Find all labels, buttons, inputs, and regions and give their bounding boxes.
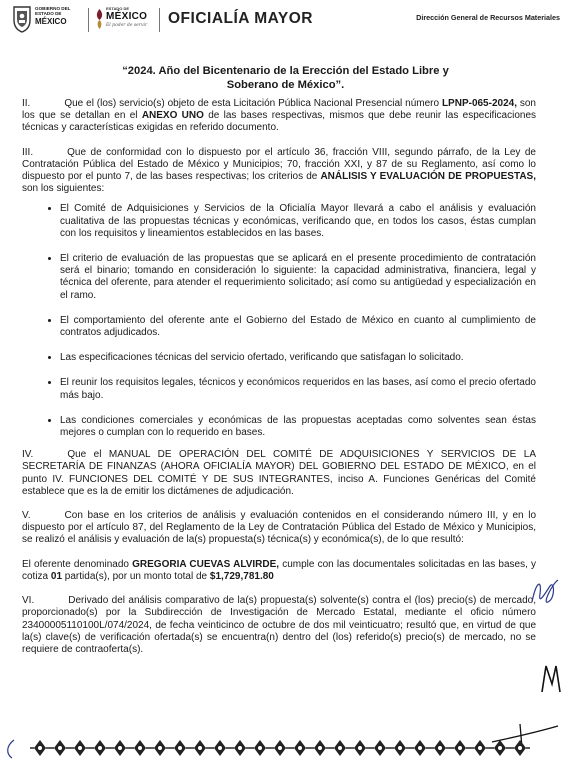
year-motto: “2024. Año del Bicentenario de la Erección del Estado Libre y Soberano de México”.: [122, 65, 449, 91]
list-item: • El Comité de Adquisiciones y Servicios de la Oficialía Mayor llevará a cabo el análisis y evaluación cualitativa de las propuestas técnicas y económicas, verificando que, en todos los casos, éstas cumplan con los requisitos y lineamientos establecidos en las bases.: [60, 203, 536, 240]
footer-ornament-icon: [30, 738, 530, 758]
edomex-shield-icon: [12, 4, 32, 34]
list-item: • El criterio de evaluación de las propuestas que se aplicará en el presente procedimiento de contratación será el binario; tomando en consideración lo siguiente: la capacidad administrativa, financiera, legal y técnica del oferente, para atender el requerimiento solicitado; así como su antigüedad y especialización en el ramo.: [60, 253, 536, 302]
section-iii: III. Que de conformidad con lo dispuesto por el artículo 36, fracción VIII, segundo párrafo, de la Ley de Contratación Pública del Estado de México y Municipios; 70, fracción XXI, y 87 de su Reglamento, así como lo dispuesto por el punto 7, de las bases respectivas; los criterios de ANÁLISIS Y EVALUACIÓN DE PROPUESTAS, son los siguientes:: [22, 146, 537, 195]
header-divider: [88, 8, 89, 32]
list-item: • El comportamiento del oferente ante el Gobierno del Estado de México en cuanto al cumplimiento de contratos adjudicados.: [60, 315, 536, 339]
total-amount: $1,729,781.80: [209, 570, 274, 582]
header-divider: [159, 8, 160, 32]
section-v: V. Con base en los criterios de análisis y evaluación contenidos en el considerando número III, y en lo dispuesto por el artículo 87, del Reglamento de la Ley de Contratación Pública del Estado de México y Municipios, se realizó el análisis y evaluación de la(s) propuesta(s) técnica(s) y económica(s), de lo que resultó:: [22, 510, 536, 546]
list-item: • El reunir los requisitos legales, técnicos y económicos requeridos en las bases, así como el precio ofertado más bajo.: [60, 377, 536, 401]
section-iv: IV. Que el MANUAL DE OPERACIÓN DEL COMITÉ DE ADQUISICIONES Y SERVICIOS DE LA SECRETARÍA DE FINANZAS (AHORA OFICIALÍA MAYOR) DEL GOBIERNO DEL ESTADO DE MÉXICO, en el punto IV. FUNCIONES DEL COMITÉ Y DE SUS INTEGRANTES, inciso A. Funciones Genéricas del Comité establece que es la de emitir los dictámenes de adjudicación.: [22, 449, 536, 497]
direction-name: Dirección General de Recursos Materiales: [416, 13, 560, 22]
mexico-logo: ESTADO DE MÉXICO El poder de servir: [94, 6, 156, 34]
edomex-wordmark: GOBIERNO DEL ESTADO DE MÉXICO: [35, 6, 71, 26]
criteria-list: [22, 203, 536, 439]
offerer-paragraph: El oferente denominado GREGORIA CUEVAS ALVIRDE, cumple con las documentales solicitadas en las bases, y cotiza 01 partida(s), por un monto total de $1,729,781.80: [22, 558, 537, 582]
document-body: [22, 98, 536, 668]
margin-signature-icon: [528, 572, 562, 612]
mexico-emblem-icon: [94, 8, 105, 30]
letterhead: [12, 4, 560, 38]
list-item: • Las condiciones comerciales y económicas de las propuestas aceptadas como solventes sean éstas mejores o cumplan con lo requerido en bases.: [60, 415, 536, 439]
margin-initials-icon: [538, 662, 564, 696]
bottom-left-mark-icon: [4, 738, 18, 760]
list-item: • Las especificaciones técnicas del servicio ofertado, verificando que satisfagan lo solicitado.: [60, 352, 536, 364]
department-title: OFICIALÍA MAYOR: [168, 10, 313, 27]
section-ii: II. Que el (los) servicio(s) objeto de esta Licitación Pública Nacional Presencial número LPNP-065-2024, son los que se detallan en el ANEXO UNO de las bases respectivas, mismos que debe reunir las especificaciones técnicas y características exigidas en referido documento.: [22, 98, 537, 134]
section-vi: VI. Derivado del análisis comparativo de la(s) propuesta(s) solvente(s) contra el (los) precio(s) de mercado, proporcionado(s) por la Subdirección de Investigación de Mercado Estatal, mediante el oficio número 23400005110100L/074/2024, de fecha veinticinco de octubre de dos mil veinticuatro; resultó que, en virtud de que la(s) clave(s) de verificación ofertada(s) se encuentra(n) dentro del (los) referido(s) precio(s) de mercado, no se requiere de contraoferta(s).: [22, 595, 536, 655]
